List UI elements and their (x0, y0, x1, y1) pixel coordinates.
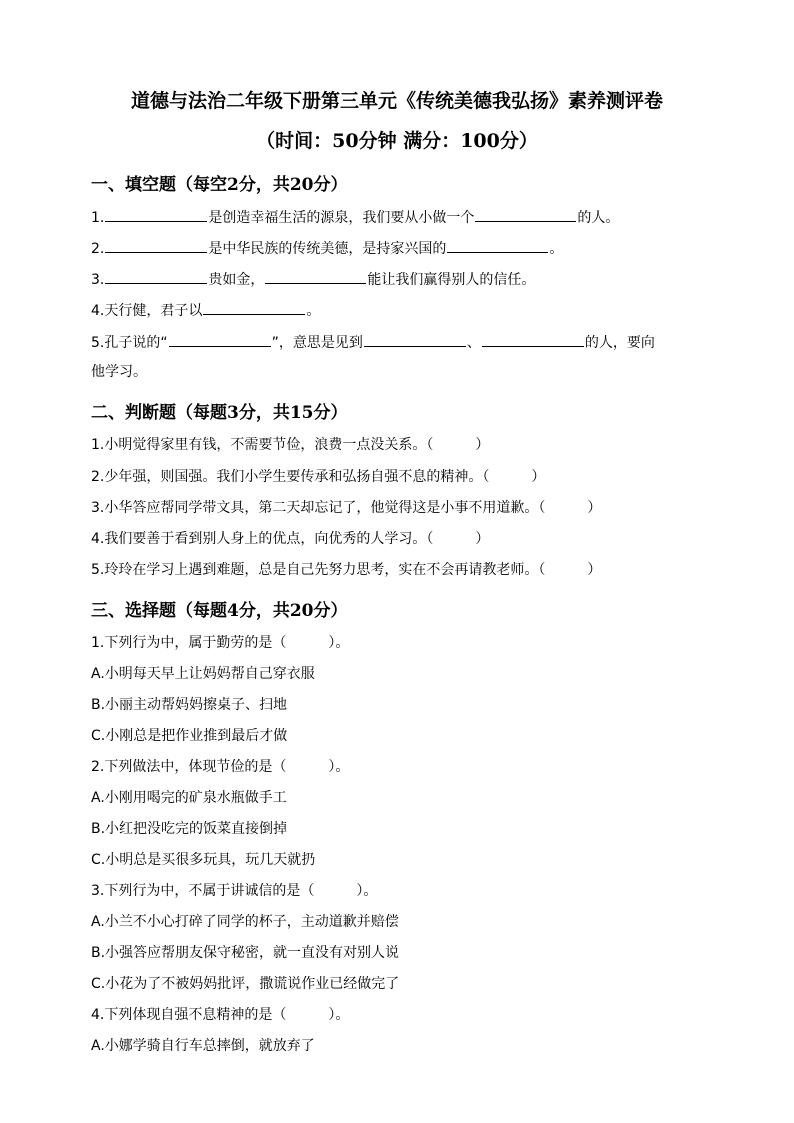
fill-question-3 (91, 269, 535, 290)
answer-blank[interactable] (364, 332, 466, 347)
question-text: ”，意思是见到 (271, 335, 363, 351)
page-title: 道德与法治二年级下册第三单元《传统美德我弘扬》素养测评卷 (130, 90, 663, 112)
question-number: 1. (91, 210, 105, 226)
choice-option[interactable]: B.小丽主动帮妈妈擦桌子、扫地 (91, 697, 288, 713)
judge-question-1: 1.小明觉得家里有钱，不需要节俭，浪费一点没关系。（ ） (91, 437, 490, 453)
answer-blank[interactable] (105, 207, 207, 222)
question-text: 。 (306, 303, 321, 319)
section-fill-heading: 一、填空题（每空2分，共20分） (91, 175, 348, 195)
question-text: 贵如金， (208, 272, 265, 288)
choice-option[interactable]: B.小红把没吃完的饭菜直接倒掉 (91, 821, 288, 837)
answer-blank[interactable] (447, 238, 548, 253)
choice-option[interactable]: A.小兰不小心打碎了同学的杯子，主动道歉并赔偿 (91, 914, 399, 930)
fill-question-2 (91, 238, 563, 259)
choice-option[interactable]: A.小娜学骑自行车总摔倒，就放弃了 (91, 1038, 315, 1054)
choice-question-1: 1.下列行为中，属于勤劳的是（ ）。 (91, 635, 350, 651)
judge-question-3: 3.小华答应帮同学带文具，第二天却忘记了，他觉得这是小事不用道歉。（ ） (91, 500, 602, 516)
choice-option[interactable]: B.小强答应帮朋友保守秘密，就一直没有对别人说 (91, 945, 400, 961)
choice-question-2: 2.下列做法中，体现节俭的是（ ）。 (91, 759, 350, 775)
choice-option[interactable]: C.小明总是买很多玩具，玩几天就扔 (91, 852, 316, 868)
question-text: 。 (549, 241, 564, 257)
answer-blank[interactable] (475, 207, 576, 222)
choice-option[interactable]: C.小花为了不被妈妈批评，撒谎说作业已经做完了 (91, 976, 400, 992)
answer-blank[interactable] (105, 269, 207, 284)
question-text: 是创造幸福生活的源泉，我们要从小做一个 (208, 210, 475, 226)
choice-option[interactable]: A.小明每天早上让妈妈帮自己穿衣服 (91, 666, 315, 682)
fill-question-1 (91, 207, 619, 228)
choice-question-3: 3.下列行为中，不属于讲诚信的是（ ）。 (91, 883, 378, 899)
choice-question-4: 4.下列体现自强不息精神的是（ ）。 (91, 1007, 350, 1023)
question-text: 的人，要向 (584, 335, 655, 351)
question-text: 5.孔子说的“ (91, 335, 168, 351)
page-subtitle: （时间：50分钟 满分：100分） (256, 130, 538, 152)
section-choice-heading: 三、选择题（每题4分，共20分） (91, 601, 348, 621)
question-text: 能让我们赢得别人的信任。 (367, 272, 536, 288)
fill-question-5 (91, 332, 655, 353)
fill-question-4 (91, 300, 320, 321)
answer-blank[interactable] (265, 269, 366, 284)
question-text: 是中华民族的传统美德，是持家兴国的 (208, 241, 447, 257)
judge-question-2: 2.少年强，则国强。我们小学生要传承和弘扬自强不息的精神。（ ） (91, 469, 546, 485)
fill-question-5-cont: 他学习。 (91, 364, 147, 380)
answer-blank[interactable] (482, 332, 584, 347)
answer-blank[interactable] (169, 332, 271, 347)
answer-blank[interactable] (203, 300, 305, 315)
answer-blank[interactable] (105, 238, 207, 253)
choice-option[interactable]: A.小刚用喝完的矿泉水瓶做手工 (91, 790, 287, 806)
question-text: 、 (466, 335, 481, 351)
judge-question-5: 5.玲玲在学习上遇到难题，总是自己先努力思考，实在不会再请教老师。（ ） (91, 562, 602, 578)
choice-option[interactable]: C.小刚总是把作业推到最后才做 (91, 728, 288, 744)
judge-question-4: 4.我们要善于看到别人身上的优点，向优秀的人学习。（ ） (91, 531, 490, 547)
section-judge-heading: 二、判断题（每题3分，共15分） (91, 403, 348, 423)
question-number: 3. (91, 272, 105, 288)
question-text: 4.天行健，君子以 (91, 303, 203, 319)
question-number: 2. (91, 241, 105, 257)
question-text: 的人。 (577, 210, 620, 226)
